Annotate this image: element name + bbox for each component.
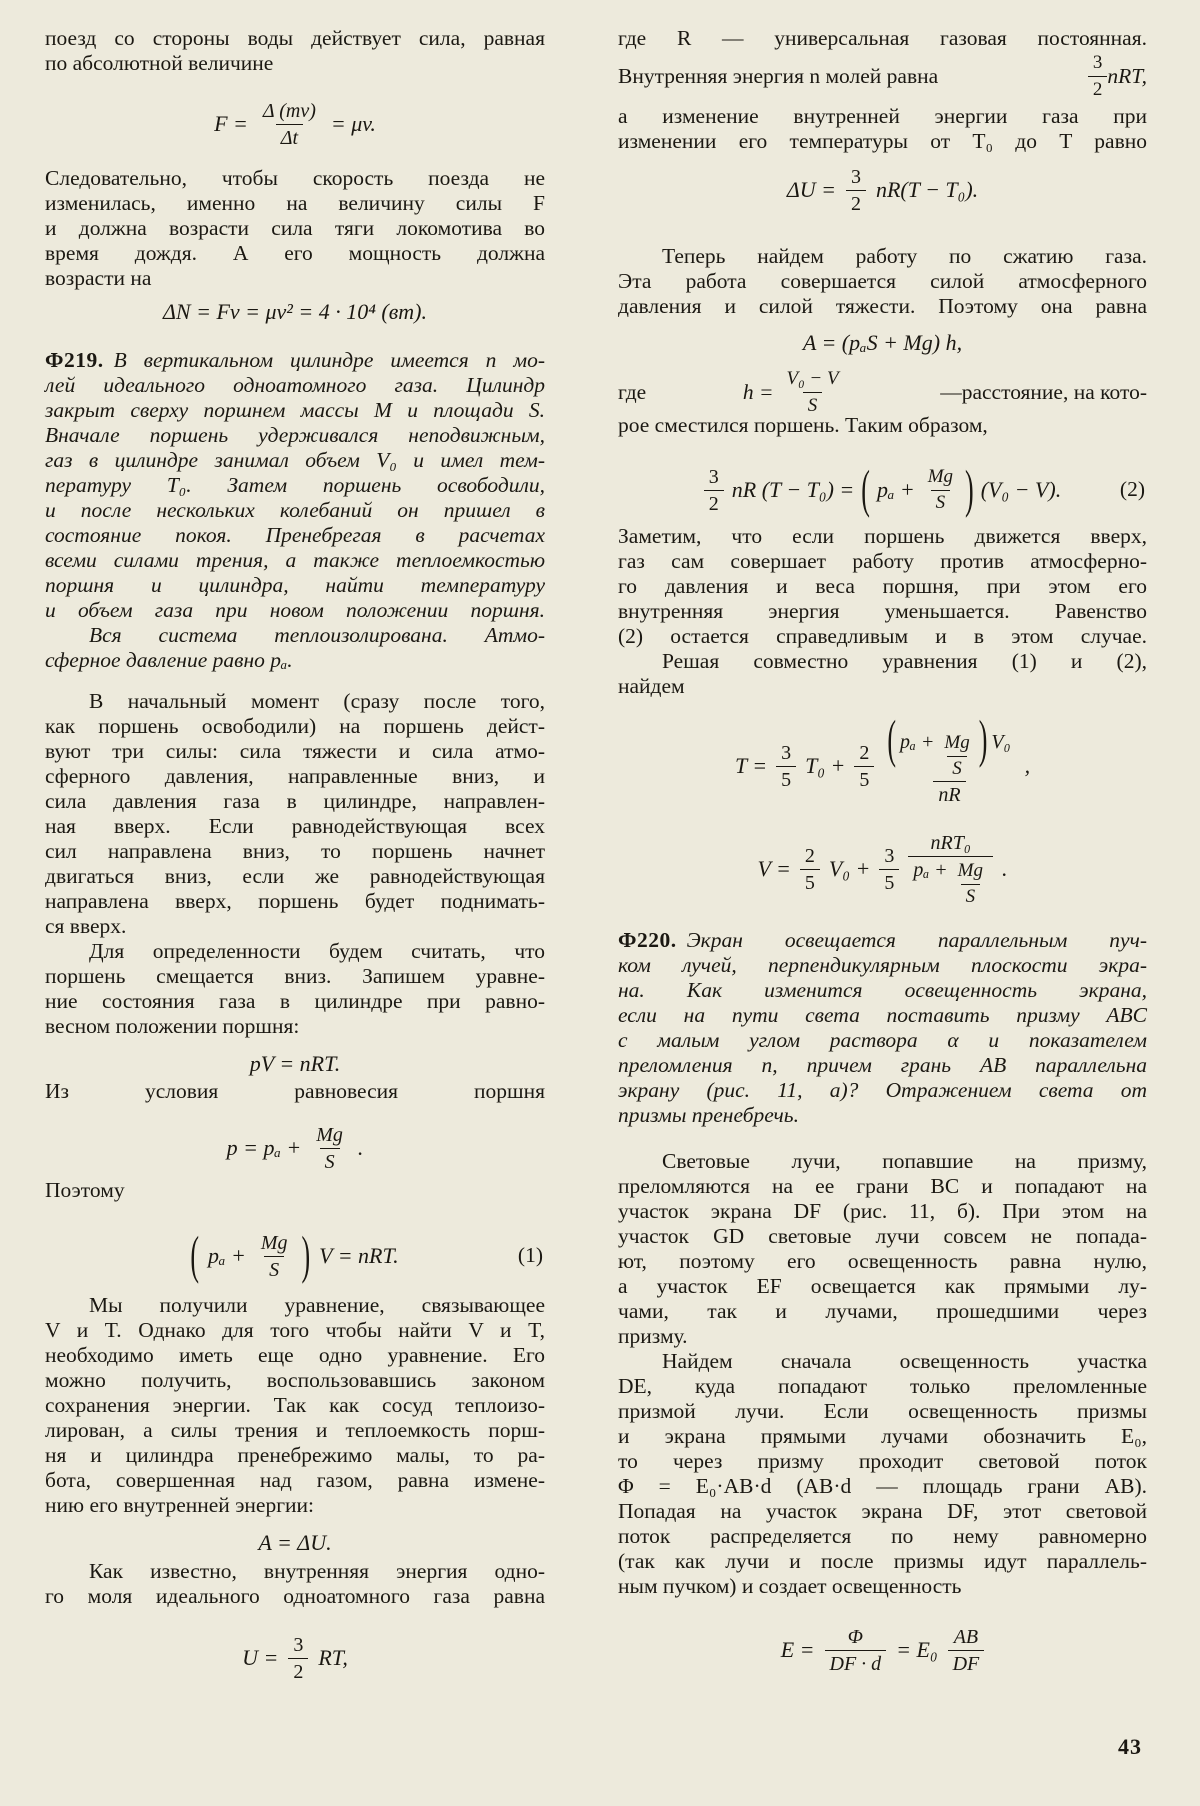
line-equilibrium-intro <box>45 1079 545 1104</box>
fraction: $\frac{3}{2}$ <box>288 1634 308 1683</box>
text-line: возрасти на <box>45 266 152 290</box>
fraction: $\frac{Mg}{S}$ <box>260 1231 288 1281</box>
formula-mid: V₀ + <box>828 856 871 882</box>
text-line: внутренняя энергия уменьшается. Равенство <box>618 599 1147 623</box>
text-line: и объем газа при новом положении поршня. <box>45 598 545 622</box>
text-line: а участок EF освещается как прямыми лу- <box>618 1274 1147 1298</box>
fraction: $\frac{Mg}{S}$ <box>927 465 954 513</box>
text-line: вуют три силы: сила тяжести и сила атмо- <box>45 739 545 763</box>
formula-lhs: F = <box>214 110 248 136</box>
formula-temperature-result <box>618 708 1147 819</box>
formula-lhs: V = <box>757 856 791 882</box>
formula-internal-energy <box>45 1624 545 1692</box>
inline-formula <box>743 368 844 417</box>
problem-219-statement <box>45 348 545 623</box>
fraction: $\frac{\text{V₀ − V}}{S}$ <box>786 367 839 416</box>
equation-number: (2) <box>1119 477 1145 502</box>
text-line: экрану (рис. 11, а)? Отражением света от <box>618 1078 1147 1102</box>
problem-219-first-line <box>45 348 545 373</box>
text-line: изменении его температуры от T₀ до T равно <box>618 129 1147 153</box>
text-line: сил направлена вниз, то поршень начнет <box>45 839 545 863</box>
fraction: $\frac{Mg}{S}$ <box>957 859 983 907</box>
text-line: сферного давления, направленные вниз, и <box>45 764 545 788</box>
text-line: Решая совместно уравнения (1) и (2), <box>662 649 1147 673</box>
text-line: ня и цилиндра пренебрежимо малы, то ра- <box>45 1443 545 1467</box>
text-line: двигаться вниз, если же равнодействующая <box>45 864 545 888</box>
text-line: где R — универсальная газовая постоянная. <box>618 26 1147 50</box>
text-line: лей идеального одноатомного газа. Цилиндр <box>45 373 545 397</box>
text-line: (2) остается справедливым и в этом случае. <box>618 624 1147 648</box>
big-fraction <box>908 832 993 908</box>
problem-text: В вертикальном цилиндре имеется n мо- <box>113 348 545 372</box>
big-fraction <box>883 708 1015 807</box>
text-line: как поршень освободили) на поршень дейст- <box>45 714 545 738</box>
text-line: преломления n, причем грань AB параллельна <box>618 1053 1147 1077</box>
text-line: Найдем сначала освещенность участка <box>662 1349 1147 1373</box>
text-line: бота, совершенная над газом, равна измене- <box>45 1468 545 1492</box>
text-line: Световые лучи, попавшие на призму, <box>662 1149 1147 1173</box>
formula-equation-2 <box>618 450 1147 530</box>
formula-rhs: . <box>357 1134 364 1160</box>
fraction: $\frac{Mg}{S}$ <box>316 1123 343 1173</box>
formula-rhs: V = nRT. <box>319 1242 399 1268</box>
text-line: Для определенности будем считать, что <box>89 939 545 963</box>
text-line: направлена вверх, поршень будет поднимать- <box>45 889 545 913</box>
paragraph-light-rays <box>618 1149 1147 1349</box>
text-line: на. Как изменится освещенность экрана, <box>618 978 1147 1002</box>
text-line: поршень смещается вниз. Запишем уравне- <box>45 964 545 988</box>
text-line: Заметим, что если поршень движется вверх, <box>618 524 1147 548</box>
formula-rhs: (V₀ − V). <box>980 476 1062 502</box>
formula-delta-U <box>618 158 1147 222</box>
text-line: пературу T₀. Затем поршень освободили, <box>45 473 545 497</box>
problem-220-first-line <box>618 928 1147 953</box>
text-line: Следовательно, чтобы скорость поезда не <box>45 166 545 190</box>
formula-power <box>45 296 545 328</box>
text-line: газ в цилиндре занимал объем V₀ и имел тем- <box>45 448 545 472</box>
text-line: поршня и цилиндра, найти температуру <box>45 573 545 597</box>
text-line: и после нескольких колебаний он пришел в <box>45 498 545 522</box>
text-line: и должна возрасти сила тяги локомотива во <box>45 216 545 240</box>
line-piston-shifted <box>618 413 1147 438</box>
formula-rhs: , <box>1024 753 1031 779</box>
text-line: DE, куда попадают только преломленные <box>618 1374 1147 1398</box>
text-line: ся вверх. <box>45 914 127 938</box>
fraction: $\frac{3}{2}$ <box>1088 52 1108 101</box>
close-paren: ) <box>965 459 974 519</box>
text-line: ют, поэтому его освещенность равна нулю, <box>618 1249 1147 1273</box>
paragraph-train-continuation <box>45 26 545 76</box>
text-line: сила давления газа в цилиндре, направлен- <box>45 789 545 813</box>
text-line: состояние покоя. Пренебрегая в расчетах <box>45 523 545 547</box>
equation-number: (1) <box>517 1243 543 1268</box>
big-fraction-numerator <box>883 708 1015 782</box>
text-line: Мы получили уравнение, связывающее <box>89 1293 545 1317</box>
text-line: чами, так и лучами, прошедшими через <box>618 1299 1147 1323</box>
text-line: найдем <box>618 674 685 698</box>
text-line: то через призму проходит световой поток <box>618 1449 1147 1473</box>
left-column <box>45 0 545 1806</box>
paragraph-for-definiteness <box>45 939 545 1039</box>
text-line: по абсолютной величине <box>45 51 274 75</box>
line-h-definition <box>618 364 1147 420</box>
formula-momentum <box>45 88 545 160</box>
formula-lhs: ΔU = <box>786 176 836 202</box>
formula-lhs: T = <box>734 753 768 779</box>
formula-inner-lhs: pₐ + <box>913 858 948 881</box>
formula-lhs: U = <box>242 1644 279 1670</box>
formula-equation-1 <box>45 1216 545 1296</box>
problem-220-statement <box>618 928 1147 1128</box>
formula-rhs: nR(T − T₀). <box>875 176 979 202</box>
formula-inner-lhs: pₐ + <box>900 730 935 753</box>
text-line: Как известно, внутренняя энергия одно- <box>89 1559 545 1583</box>
page-number: 43 <box>1118 1734 1142 1759</box>
paragraph-note-piston-up <box>618 524 1147 649</box>
formula-pressure <box>45 1116 545 1180</box>
big-fraction-denominator <box>908 856 993 908</box>
close-paren: ) <box>301 1225 311 1285</box>
formula-mid: nR (T − T₀) = <box>731 476 855 502</box>
text-line: преломляются на ее грани BC и попадают на <box>618 1174 1147 1198</box>
text-line: лирован, а силы трения и теплоемкость порш- <box>45 1418 545 1442</box>
text-line: давления и силой тяжести. Поэтому она равна <box>618 294 1147 318</box>
paragraph-find-work <box>618 244 1147 319</box>
problem-number: Ф220. <box>618 928 677 952</box>
text-line: призму. <box>618 1324 688 1348</box>
text-line: нию его внутренней энергии: <box>45 1493 315 1517</box>
line-gas-constant <box>618 26 1147 51</box>
formula-mid: T₀ + <box>805 753 846 779</box>
text-line: рое сместился поршень. Таким образом, <box>618 413 988 437</box>
text-line: Попадая на участок экрана DF, этот световой <box>618 1499 1147 1523</box>
text-line: ние состояния газа в цилиндре при равно- <box>45 989 545 1013</box>
formula-text: pV = nRT. <box>249 1050 341 1076</box>
text-segment: —расстояние, на кото- <box>940 379 1147 404</box>
formula-rhs: . <box>1002 856 1008 882</box>
line-therefore <box>45 1178 545 1203</box>
fraction: $\frac{\Phi}{DF \cdot d}$ <box>825 1626 887 1675</box>
text-line: V и T. Однако для того чтобы найти V и T, <box>45 1318 545 1342</box>
fraction: $\frac{AB}{DF}$ <box>948 1626 985 1675</box>
problem-text: Экран освещается параллельным пуч- <box>686 928 1147 952</box>
fraction: $\frac{3}{5}$ <box>879 845 899 894</box>
text-line: необходимо иметь еще одно уравнение. Его <box>45 1343 545 1367</box>
inline-formula <box>1088 52 1147 101</box>
text-line: Φ = E₀·AB·d (AB·d — площадь грани AB). <box>618 1474 1147 1498</box>
formula-text: A = (pₐS + Mg) h, <box>802 329 963 355</box>
text-segment: Внутренняя энергия n молей равна <box>618 63 939 88</box>
text-line: сферное давление равно pₐ. <box>45 648 293 672</box>
text-line: ным пучком) и создает освещенность <box>618 1574 962 1598</box>
paragraph-consequently <box>45 166 545 291</box>
text-line: Теперь найдем работу по сжатию газа. <box>662 244 1147 268</box>
text-line: призмой лучи. Если освещенность призмы <box>618 1399 1147 1423</box>
right-column <box>618 0 1147 1806</box>
formula-inner-lhs: pₐ + <box>876 476 915 502</box>
text-line: с малым углом раствора α и показателем <box>618 1028 1147 1052</box>
text-line: если на пути света поставить призму ABC <box>618 1003 1147 1027</box>
text-line: го давления и веса поршня, при этом его <box>618 574 1147 598</box>
problem-219-note <box>45 623 545 673</box>
formula-lhs: p = pₐ + <box>226 1134 302 1160</box>
text-line: В начальный момент (сразу после того, <box>89 689 545 713</box>
big-fraction-denominator: nR <box>933 781 965 806</box>
text-line: закрыт сверху поршнем массы M и площади S. <box>45 398 545 422</box>
text-line: и экрана прямыми лучами обозначить E₀, <box>618 1424 1147 1448</box>
formula-work-A <box>618 328 1147 358</box>
text-line: изменилась, именно на величину силы F <box>45 191 545 215</box>
text-line: ком лучей, перпендикулярным плоскости экра- <box>618 953 1147 977</box>
open-paren: ( <box>887 708 897 769</box>
text-line: ная вверх. Если равнодействующая всех <box>45 814 545 838</box>
fraction: $\frac{3}{2}$ <box>846 166 866 215</box>
text-line: время дождя. А его мощность должна <box>45 241 545 265</box>
text-line: Из условия равновесия поршня <box>45 1079 545 1103</box>
problem-number: Ф219. <box>45 348 104 372</box>
text-line: участок GD световые лучи совсем не попада- <box>618 1224 1147 1248</box>
fraction: $\frac{2}{5}$ <box>854 742 874 791</box>
text-line: Эта работа совершается силой атмосферного <box>618 269 1147 293</box>
close-paren: ) <box>978 708 988 769</box>
formula-work-energy <box>45 1528 545 1558</box>
text-line: призмы пренебречь. <box>618 1103 799 1127</box>
text-segment: где <box>618 379 647 404</box>
text-line: го моля идеального одноатомного газа равна <box>45 1584 545 1608</box>
line-internal-energy-n-moles <box>618 50 1147 102</box>
big-fraction-numerator: nRT₀ <box>930 831 971 854</box>
formula-lhs: E = <box>780 1636 815 1662</box>
text-line: поезд со стороны воды действует сила, равная <box>45 26 545 50</box>
text-line: а изменение внутренней энергии газа при <box>618 104 1147 128</box>
fraction: $\frac{3}{2}$ <box>704 466 724 515</box>
formula-tail: nRT, <box>1107 63 1147 88</box>
text-line: (так как лучи и после призмы идут параллель- <box>618 1549 1147 1573</box>
text-line: сохранения энергии. Так как сосуд теплоизо- <box>45 1393 545 1417</box>
formula-mid: = E₀ <box>896 1636 938 1662</box>
formula-inner-lhs: pₐ + <box>208 1242 246 1268</box>
fraction: $\frac{3}{5}$ <box>776 742 796 791</box>
fraction: $\frac{2}{5}$ <box>800 845 820 894</box>
open-paren: ( <box>190 1225 200 1285</box>
formula-text: ΔN = Fv = μv² = 4 · 10⁴ (вт). <box>163 298 427 324</box>
fraction: $\frac{\Delta (mv)}{\Delta t}$ <box>262 99 316 149</box>
formula-text: A = ΔU. <box>258 1529 332 1555</box>
text-line: Поэтому <box>45 1178 125 1202</box>
text-line: участок экрана DF (рис. 11, б). При этом на <box>618 1199 1147 1223</box>
fraction: $\frac{Mg}{S}$ <box>944 731 970 779</box>
formula-inner-tail: V₀ <box>991 730 1011 753</box>
formula-var: h = <box>742 379 774 404</box>
text-line: поток распределяется по нему равномерно <box>618 1524 1147 1548</box>
text-line: можно получить, воспользовавшись законом <box>45 1368 545 1392</box>
formula-rhs: = μv. <box>330 110 376 136</box>
paragraph-solving-jointly <box>618 649 1147 699</box>
text-line: Вначале поршень удерживался неподвижным, <box>45 423 545 447</box>
formula-rhs: RT, <box>318 1644 348 1670</box>
text-line: весном положении поршня: <box>45 1014 300 1038</box>
paragraph-energy-change <box>618 104 1147 154</box>
paragraph-find-illumination <box>618 1349 1147 1599</box>
open-paren: ( <box>861 459 870 519</box>
formula-illumination <box>618 1610 1147 1690</box>
text-line: всеми силами трения, а также теплоемкостью <box>45 548 545 572</box>
paragraph-as-known <box>45 1559 545 1609</box>
text-line: газ сам совершает работу против атмосферно- <box>618 549 1147 573</box>
formula-state-equation <box>45 1049 545 1079</box>
formula-volume-result <box>618 822 1147 917</box>
text-line: Вся система теплоизолирована. Атмо- <box>89 623 545 647</box>
paragraph-obtained-equation <box>45 1293 545 1518</box>
paragraph-initial-moment <box>45 689 545 939</box>
